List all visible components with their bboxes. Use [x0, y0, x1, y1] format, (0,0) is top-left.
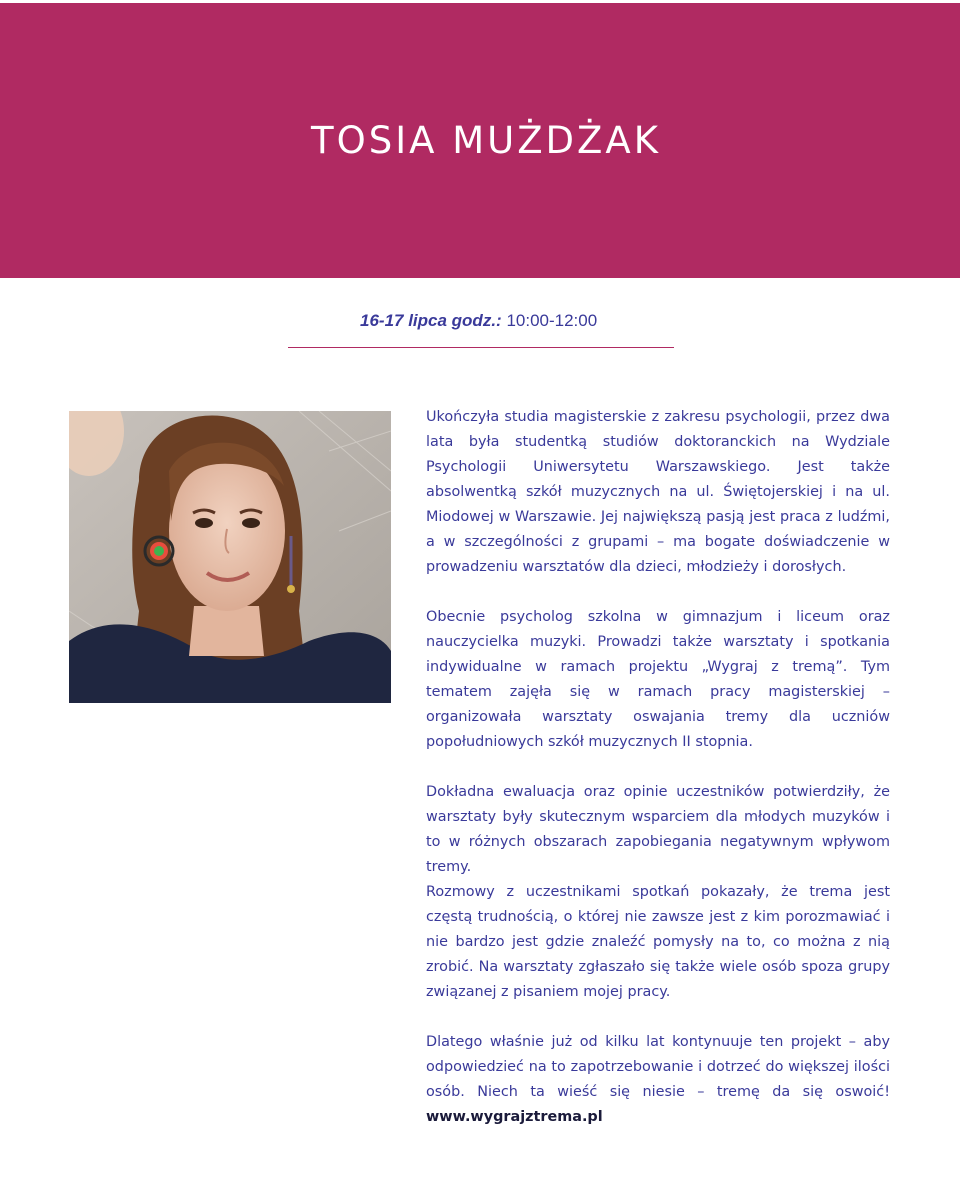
schedule-line	[360, 311, 597, 331]
bio-paragraph-5-text: Dlatego właśnie już od kilku lat kontynuuje ten projekt – aby odpowiedzieć na to zapotrzebowanie i dotrzeć do większej ilości osób. Niech ta wieść się niesie – tremę da się oswoić!	[426, 1034, 890, 1100]
header-banner	[0, 3, 960, 278]
bio-paragraph-2: Obecnie psycholog szkolna w gimnazjum i liceum oraz nauczycielka muzyki. Prowadzi także warsztaty i spotkania indywidualne w ramach projektu „Wygraj z tremą”. Tym tematem zajęła się w ramach pracy magisterskiej – organizowała warsztaty oswajania tremy dla uczniów popołudniowych szkół muzycznych II stopnia.	[426, 609, 890, 750]
bio-text	[426, 405, 890, 1130]
bio-paragraph-3: Dokładna ewaluacja oraz opinie uczestników potwierdziły, że warsztaty były skutecznym wsparciem dla młodych muzyków i to w różnych obszarach zapobiegania negatywnym wpływom tremy.	[426, 784, 890, 875]
schedule-time: 10:00-12:00	[506, 311, 598, 330]
portrait-photo	[69, 411, 391, 703]
bio-paragraph-1: Ukończyła studia magisterskie z zakresu psychologii, przez dwa lata była studentką studiów doktoranckich na Wydziale Psychologii Uniwersytetu Warszawskiego. Jest także absolwentką szkół muzycznych na ul. Świętojerskiej i na ul. Miodowej w Warszawie. Jej największą pasją jest praca z ludźmi, a w szczególności z grupami – ma bogate doświadczenie w prowadzeniu warsztatów dla dzieci, młodzieży i dorosłych.	[426, 409, 890, 575]
website-link[interactable]: www.wygrajztrema.pl	[426, 1109, 603, 1125]
page-title: TOSIA MUŻDŻAK	[311, 119, 661, 162]
bio-paragraph-4: Rozmowy z uczestnikami spotkań pokazały, że trema jest częstą trudnością, o której nie zawsze jest z kim porozmawiać i nie bardzo jest gdzie znaleźć pomysły na to, co można z nią zrobić. Na warsztaty zgłaszało się także wiele osób spoza grupy związanej z pisaniem mojej pracy.	[426, 884, 890, 1000]
bio-paragraph-5	[426, 1030, 890, 1130]
divider	[288, 347, 674, 348]
portrait-illustration	[69, 411, 391, 703]
schedule-date: 16-17 lipca godz.:	[360, 311, 502, 330]
